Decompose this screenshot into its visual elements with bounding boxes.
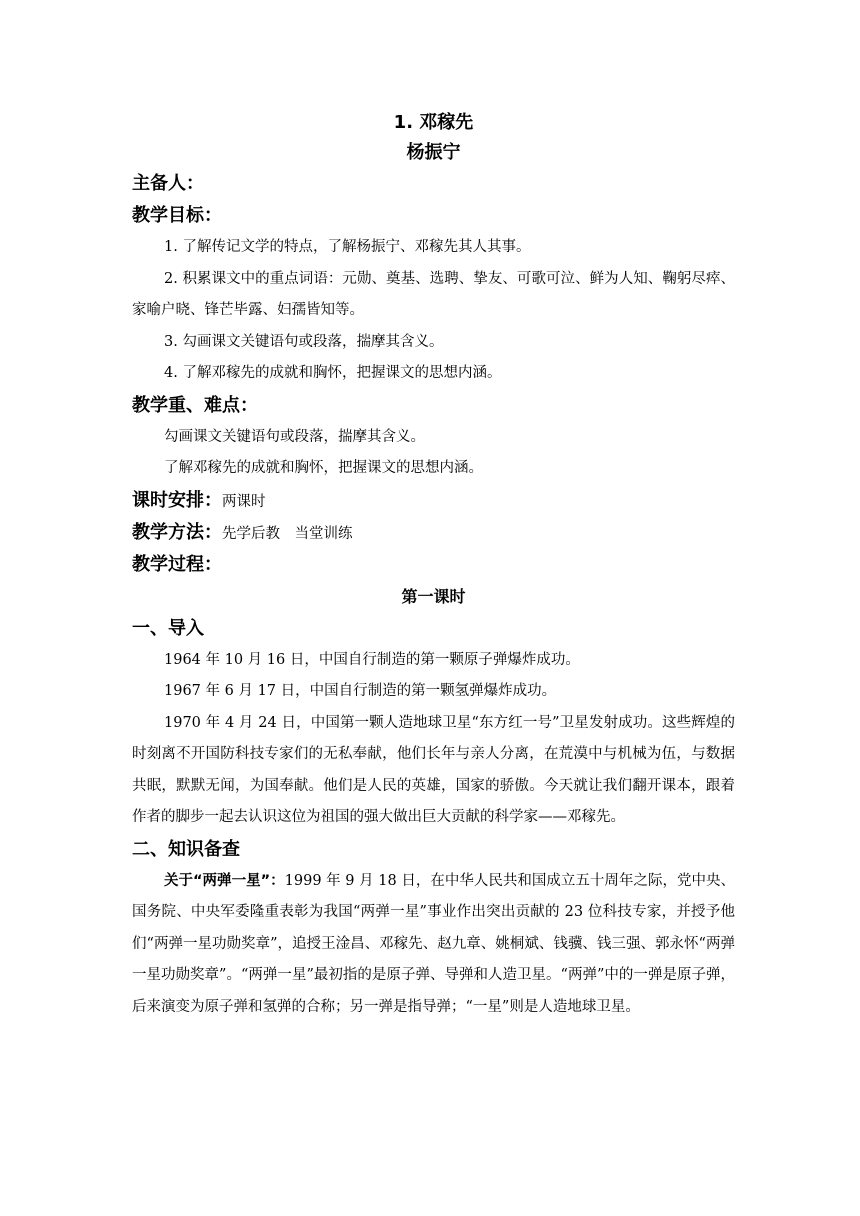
objectives-heading: 教学目标： [132, 205, 222, 226]
objective-item: 1. 了解传记文学的特点，了解杨振宁、邓稼先其人其事。 [164, 239, 531, 255]
schedule-value: 两课时 [222, 493, 266, 510]
schedule-label: 课时安排： [132, 489, 222, 511]
objective-item: 4. 了解邓稼先的成就和胸怀，把握课文的思想内涵。 [164, 365, 502, 381]
knowledge-text: 1999 年 9 月 18 日，在中华人民共和国成立五十周年之际，党中央、国务院、中央军委隆重表彰为我国“两弹一星”事业作出突出贡献的 23 位科技专家，并授予他们“两弹一星功勋奖章”，追授王淦昌、邓稼先、赵九章、姚桐斌、钱骥、钱三强、郭永怀“两弹一星功勋奖章”。“两弹一星”最初指的是原子弹、导弹和人造卫星。“两弹”中的一弹是原子弹，后来演变为原子弹和氢弹的合称；另一弹是指导弹；“一星”则是人造地球卫星。 [132, 872, 735, 1015]
key-points-heading: 教学重、难点： [132, 394, 258, 416]
intro-paragraph: 1970 年 4 月 24 日，中国第一颗人造地球卫星“东方红一号”卫星发射成功。这些辉煌的时刻离不开国防科技专家们的无私奉献，他们长年与亲人分离，在荒漠中与机械为伍，与数据共眠，默默无闻，为国奉献。他们是人民的英雄，国家的骄傲。今天就让我们翻开课本，跟着作者的脚步一起去认识这位为祖国的强大做出巨大贡献的科学家——邓稼先。 [132, 714, 735, 825]
method-value: 先学后教 当堂训练 [222, 525, 353, 542]
objective-item: 2. 积累课文中的重点词语：元勋、奠基、选聘、挚友、可歌可泣、鲜为人知、鞠躬尽瘁、家喻户晓、锋芒毕露、妇孺皆知等。 [132, 270, 735, 318]
knowledge-heading: 二、知识备查 [132, 838, 240, 860]
knowledge-paragraph [132, 866, 735, 1024]
objective-item: 3. 勾画课文关键语句或段落，揣摩其含义。 [164, 333, 444, 350]
method-label: 教学方法： [132, 521, 222, 543]
author-name: 杨振宁 [406, 142, 461, 163]
method-line [132, 517, 735, 549]
key-point-item: 了解邓稼先的成就和胸怀，把握课文的思想内涵。 [164, 460, 483, 476]
schedule-line [132, 485, 735, 517]
intro-paragraph: 1967 年 6 月 17 日，中国自行制造的第一颗氢弹爆炸成功。 [164, 683, 557, 699]
knowledge-lead: 关于“两弹一星”： [164, 872, 285, 889]
intro-heading: 一、导入 [132, 617, 204, 639]
intro-paragraph: 1964 年 10 月 16 日，中国自行制造的第一颗原子弹爆炸成功。 [164, 651, 580, 668]
preparer-label: 主备人： [132, 173, 204, 194]
key-point-item: 勾画课文关键语句或段落，揣摩其含义。 [164, 428, 425, 445]
document-page [132, 108, 735, 1023]
process-heading: 教学过程： [132, 553, 222, 575]
lesson-title: 1. 邓稼先 [393, 112, 474, 133]
lesson1-title: 第一课时 [401, 586, 466, 606]
